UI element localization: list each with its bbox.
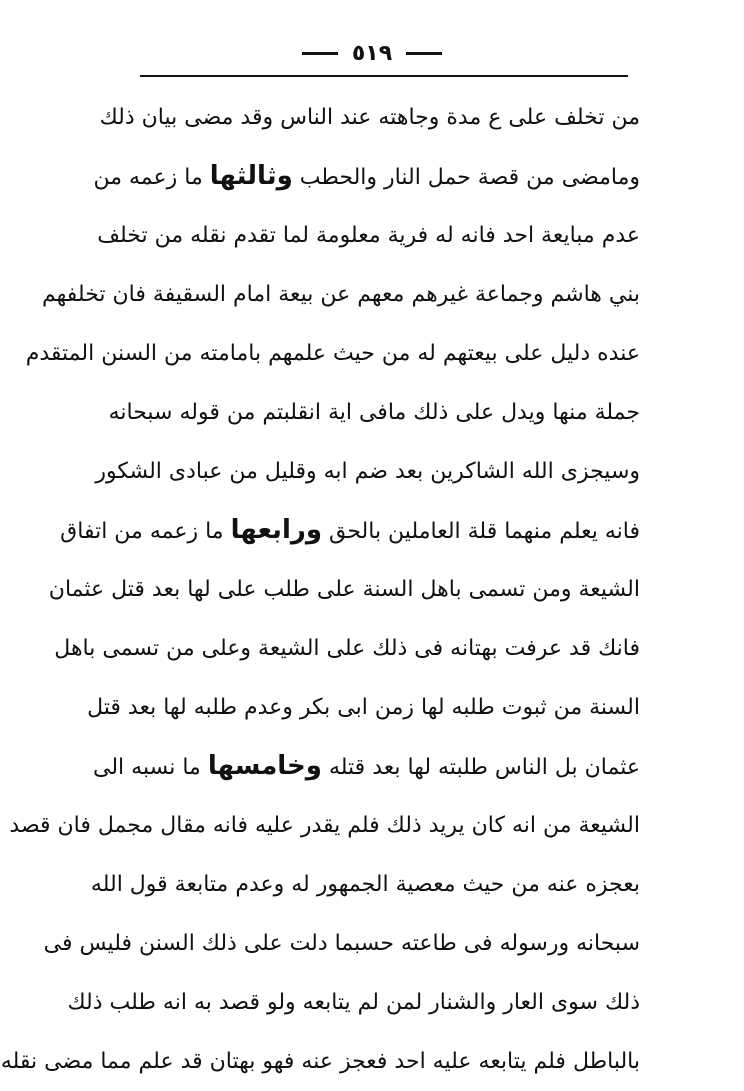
text-line-segment: ما نسبه الى [93,755,201,780]
text-line [9,796,640,855]
text-line [99,88,640,147]
text-line-segment: عنده دليل على بيعتهم له من حيث علمهم بامامته من السنن المتقدم [25,341,640,366]
text-line [90,855,640,914]
text-line-segment: ما زعمه من اتفاق [60,519,224,544]
text-line-segment: بعجزه عنه من حيث معصية الجمهور له وعدم متابعة قول الله [90,872,640,897]
text-line [43,914,640,973]
text-line-segment: سبحانه ورسوله فى طاعته حسبما دلت على ذلك السنن فليس فى [43,931,640,956]
text-line-segment: بني هاشم وجماعة غيرهم معهم عن بيعة امام السقيفة فان تخلفهم [42,282,640,307]
text-line [54,619,640,678]
text-line [93,737,640,796]
text-line [67,973,640,1032]
text-line [95,442,640,501]
header-dash-right [406,52,442,55]
text-line [25,324,640,383]
text-line [108,383,640,442]
text-line-segment: جملة منها ويدل على ذلك مافى اية انقلبتم من قوله سبحانه [108,400,640,425]
text-line-segment: عثمان بل الناس طلبته لها بعد قتله [328,755,640,780]
text-line-segment: ومامضى من قصة حمل النار والحطب [299,165,640,190]
text-line [42,265,640,324]
text-line [97,206,640,265]
section-marker: ورابعها [230,515,322,545]
text-line-segment: بالباطل فلم يتابعه عليه احد فعجز عنه فهو بهتان قد علم مما مضى نقله [0,1049,640,1074]
text-line-segment: ذلك سوى العار والشنار لمن لم يتابعه ولو قصد به انه طلب ذلك [67,990,640,1015]
text-line [48,560,640,619]
text-line-segment: عدم مبايعة احد فانه له فرية معلومة لما تقدم نقله من تخلف [97,223,640,248]
text-line-segment: الشيعة من انه كان يريد ذلك فلم يقدر عليه فانه مقال مجمل فان قصد [9,813,640,838]
page-number: ٥١٩ [351,40,393,66]
text-line-segment: من تخلف على ع مدة وجاهته عند الناس وقد مضى بيان ذلك [99,105,640,130]
text-line [93,147,640,206]
text-line-segment: فانك قد عرفت بهتانه فى ذلك على الشيعة وعلى من تسمى باهل [54,636,640,661]
text-line-segment: ما زعمه من [93,165,203,190]
section-marker: وخامسها [207,751,322,781]
section-marker: وثالثها [209,161,293,191]
text-line-segment: السنة من ثبوت طلبه لها زمن ابى بكر وعدم طلبه لها بعد قتل [87,695,640,720]
text-line [87,678,640,737]
header-dash-left [302,52,338,55]
text-line-segment: الشيعة ومن تسمى باهل السنة على طلب على لها بعد قتل عثمان [48,577,640,602]
page-header [0,38,744,68]
text-line-segment: وسيجزى الله الشاكرين بعد ضم ابه وقليل من عبادى الشكور [95,459,640,484]
text-line [60,501,640,560]
text-line-segment: فانه يعلم منهما قلة العاملين بالحق [328,519,640,544]
body-text [0,88,640,1091]
header-rule [140,75,628,77]
text-line [0,1032,640,1091]
